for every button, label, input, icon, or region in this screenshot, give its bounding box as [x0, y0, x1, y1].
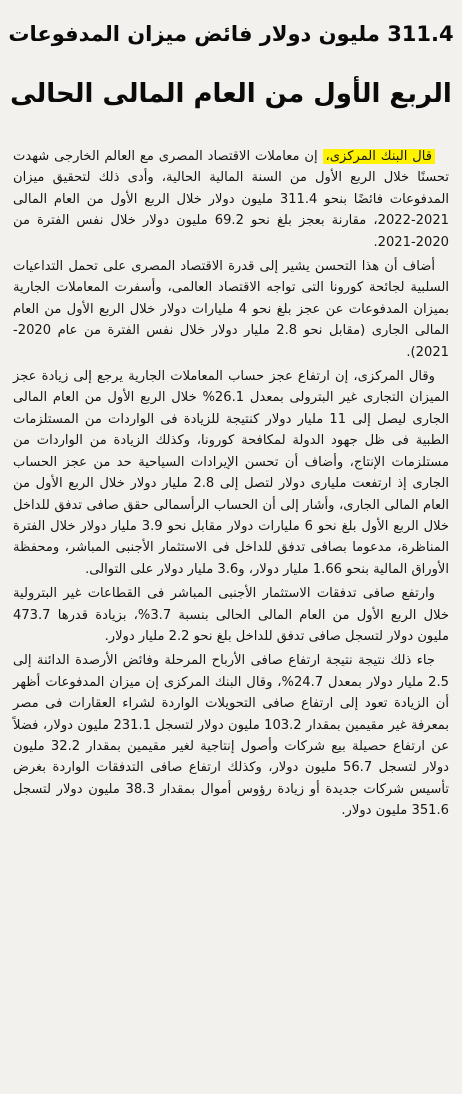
paragraph-text: أضاف أن هذا التحسن يشير إلى قدرة الاقتصاد المصرى على تحمل التداعيات السلبية لجائحة كورونا التى تواجه الاقتصاد العالمى، وأسفرت المعاملات الجارية بميزان المدفوعات عن عجز بلغ نحو 4 مليارات دولار خلال الربع الأول من العام المالى الجارى (مقابل نحو 2.8 مليار دولار خلال نفس الفترة من عام 2020-2021). [13, 259, 449, 360]
paragraph-text: وقال المركزى، إن ارتفاع عجز حساب المعاملات الجارية يرجع إلى زيادة عجز الميزان التجارى غير البترولى بمعدل 26.1% خلال الربع الأول من العام المالى الجارى ليصل إلى 11 مليار دولار كنتيجة للزيادة فى الواردات من المستلزمات الطبية فى ظل جهود الدولة لمكافحة كورونا، وكذلك الزيادة من الواردات من مستلزمات الإنتاج، وأضاف أن تحسن الإيرادات السياحية حد من عجز الحساب الجارى إذ ارتفعت مليارى دولار لتصل إلى 2.8 مليار دولار خلال الربع الأول من العام المالى الجارى، وأشار إلى أن الحساب الرأسمالى حقق صافى تدفق للداخل خلال الربع الأول بلغ نحو 6 مليارات دولار مقابل نحو 3.9 مليار دولار خلال الفترة المناظرة، مدعوما بصافى تدفق للداخل فى الاستثمار الأجنبى المباشر، ومحفظة الأوراق المالية بنحو 1.66 مليار دولار، و3.6 مليار دولار على التوالى. [13, 369, 449, 577]
paragraph-text: إن معاملات الاقتصاد المصرى مع العالم الخارجى شهدت تحسنًا خلال الربع الأول من السنة المالية الحالية، وأدى ذلك لتحقيق ميزان المدفوعات فائضًا بنحو 311.4 مليون دولار خلال الربع الأول من العام المالى 2021-2022، مقارنة بعجز بلغ نحو 69.2 مليون دولار خلال نفس الفترة من 2020-2021. [13, 149, 449, 250]
paragraph-text: وارتفع صافى تدفقات الاستثمار الأجنبى المباشر فى القطاعات غير البترولية خلال الربع الأول من العام المالى الحالى بنسبة 3.7%، بزيادة قدرها 473.7 مليون دولار لتسجل صافى تدفق للداخل بلغ نحو 2.2 مليار دولار. [13, 586, 449, 644]
highlighted-phrase: قال البنك المركزى، [323, 149, 435, 164]
headline-line-1: 311.4 مليون دولار فائض ميزان المدفوعات [8, 22, 454, 46]
paragraph-text: جاء ذلك نتيجة نتيجة ارتفاع صافى الأرباح المرحلة وفائض الأرصدة الدائنة إلى 2.5 مليار دولار بمعدل 24.7%، وقال البنك المركزى إن ميزان المدفوعات أظهر أن الزيادة تعود إلى ارتفاع صافى التحويلات الواردة لشراء العقارات فى مصر بمعرفة غير مقيمين بمقدار 103.2 مليون دولار لتسجل 231.1 مليون دولار، فضلاً عن ارتفاع حصيلة بيع شركات وأصول إنتاجية لغير مقيمين بمقدار 32.2 مليون دولار لتسجل 56.7 مليون دولار، وكذلك ارتفاع صافى التدفقات الواردة بغرض تأسيس شركات جديدة أو زيادة رؤوس أموال بمقدار 38.3 مليون دولار لتسجل 351.6 مليون دولار. [13, 653, 450, 819]
article-paragraph-3 [13, 366, 449, 580]
article-body [13, 146, 449, 825]
article-paragraph-4 [13, 583, 449, 647]
article-paragraph-1 [13, 146, 449, 253]
article-paragraph-5 [13, 650, 449, 821]
article-paragraph-2 [13, 256, 449, 363]
headline-line-2: الربع الأول من العام المالى الحالى [10, 79, 452, 109]
